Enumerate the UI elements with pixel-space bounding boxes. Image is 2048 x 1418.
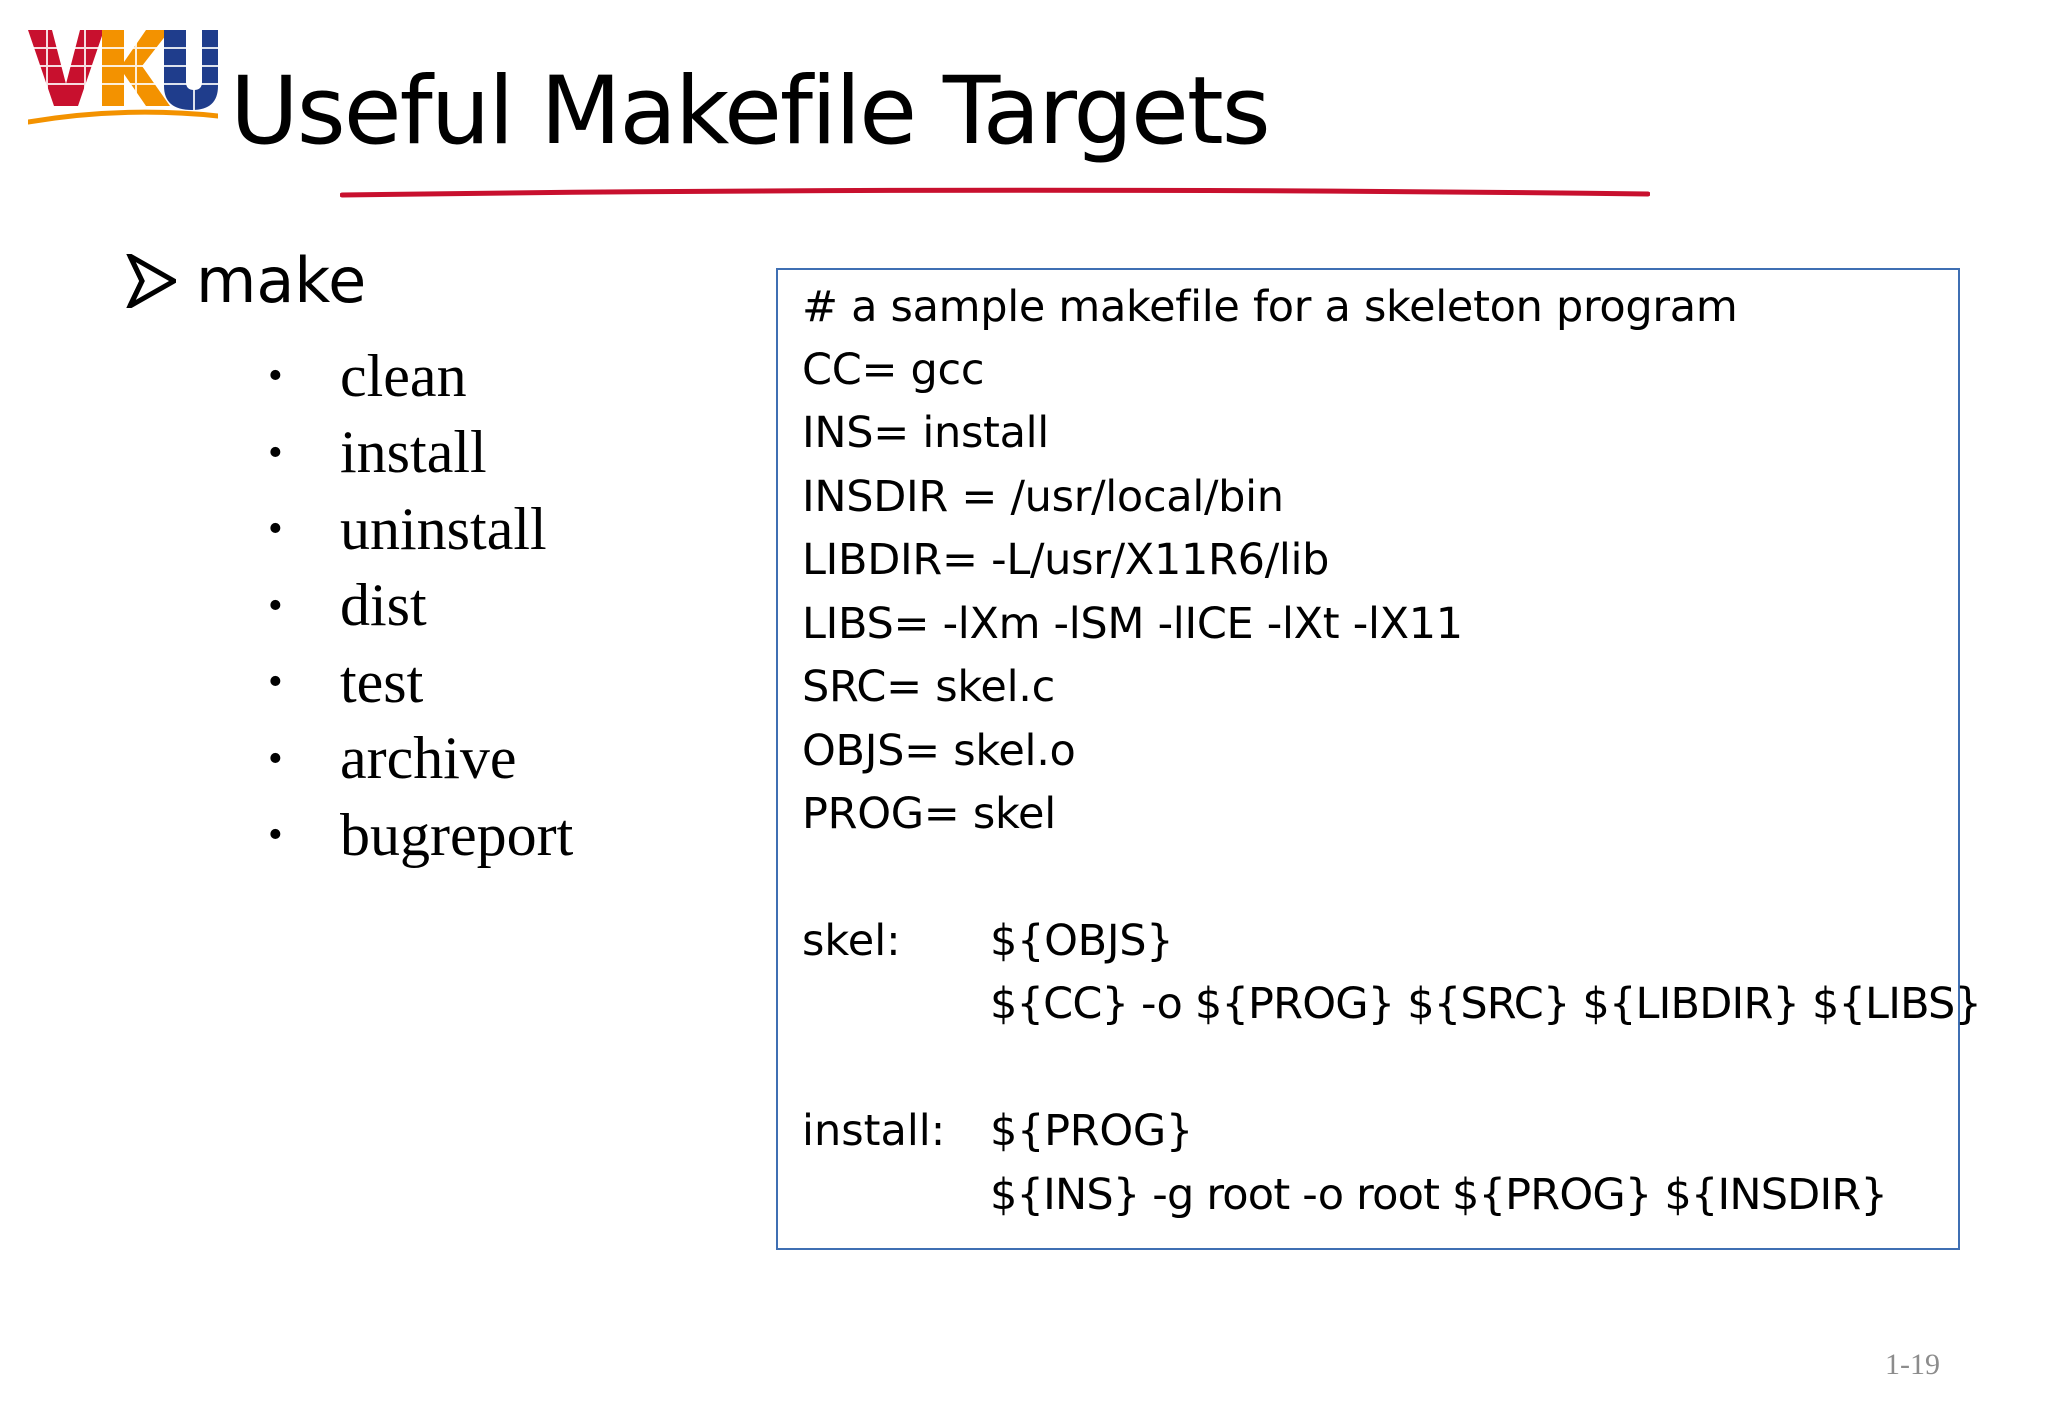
list-item bbox=[268, 338, 573, 415]
list-item bbox=[268, 797, 573, 874]
targets-list bbox=[268, 338, 573, 874]
rule-target: install: bbox=[802, 1106, 946, 1156]
bullet-dot-icon: • bbox=[268, 353, 283, 400]
page-number: 1-19 bbox=[1885, 1348, 1940, 1381]
bullet-dot-icon: • bbox=[268, 812, 283, 859]
code-line: SRC= skel.c bbox=[802, 662, 1055, 712]
rule-target: skel: bbox=[802, 916, 901, 966]
main-bullet bbox=[126, 244, 367, 317]
main-bullet-label: make bbox=[196, 244, 367, 317]
vku-logo bbox=[28, 26, 218, 126]
code-line: OBJS= skel.o bbox=[802, 726, 1076, 776]
rule-command: ${CC} -o ${PROG} ${SRC} ${LIBDIR} ${LIBS} bbox=[990, 979, 1982, 1029]
target-name: bugreport bbox=[340, 801, 574, 868]
makefile-code-box bbox=[776, 268, 1982, 1250]
code-line: PROG= skel bbox=[802, 789, 1056, 839]
target-name: uninstall bbox=[340, 495, 547, 562]
target-name: clean bbox=[340, 342, 467, 409]
code-line: LIBDIR= -L/usr/X11R6/lib bbox=[802, 535, 1330, 585]
list-item bbox=[268, 644, 573, 721]
list-item bbox=[268, 415, 573, 492]
rule-dependencies: ${OBJS} bbox=[990, 916, 1174, 966]
code-line: LIBS= -lXm -lSM -lICE -lXt -lX11 bbox=[802, 599, 1463, 649]
bullet-dot-icon: • bbox=[268, 506, 283, 553]
bullet-dot-icon: • bbox=[268, 429, 283, 476]
code-line: CC= gcc bbox=[802, 345, 985, 395]
title-underline bbox=[340, 186, 1650, 200]
rule-command: ${INS} -g root -o root ${PROG} ${INSDIR} bbox=[990, 1170, 1888, 1220]
target-name: install bbox=[340, 419, 487, 486]
bullet-dot-icon: • bbox=[268, 582, 283, 629]
list-item bbox=[268, 491, 573, 568]
target-name: dist bbox=[340, 572, 427, 639]
target-name: archive bbox=[340, 725, 517, 792]
bullet-dot-icon: • bbox=[268, 659, 283, 706]
code-comment: # a sample makefile for a skeleton program bbox=[802, 282, 1738, 332]
list-item bbox=[268, 721, 573, 798]
list-item bbox=[268, 568, 573, 645]
rule-dependencies: ${PROG} bbox=[990, 1106, 1193, 1156]
target-name: test bbox=[340, 648, 424, 715]
code-line: INS= install bbox=[802, 408, 1049, 458]
bullet-dot-icon: • bbox=[268, 735, 283, 782]
code-line: INSDIR = /usr/local/bin bbox=[802, 472, 1284, 522]
slide-title: Useful Makefile Targets bbox=[230, 57, 1269, 166]
arrow-right-outline-icon bbox=[126, 254, 176, 308]
